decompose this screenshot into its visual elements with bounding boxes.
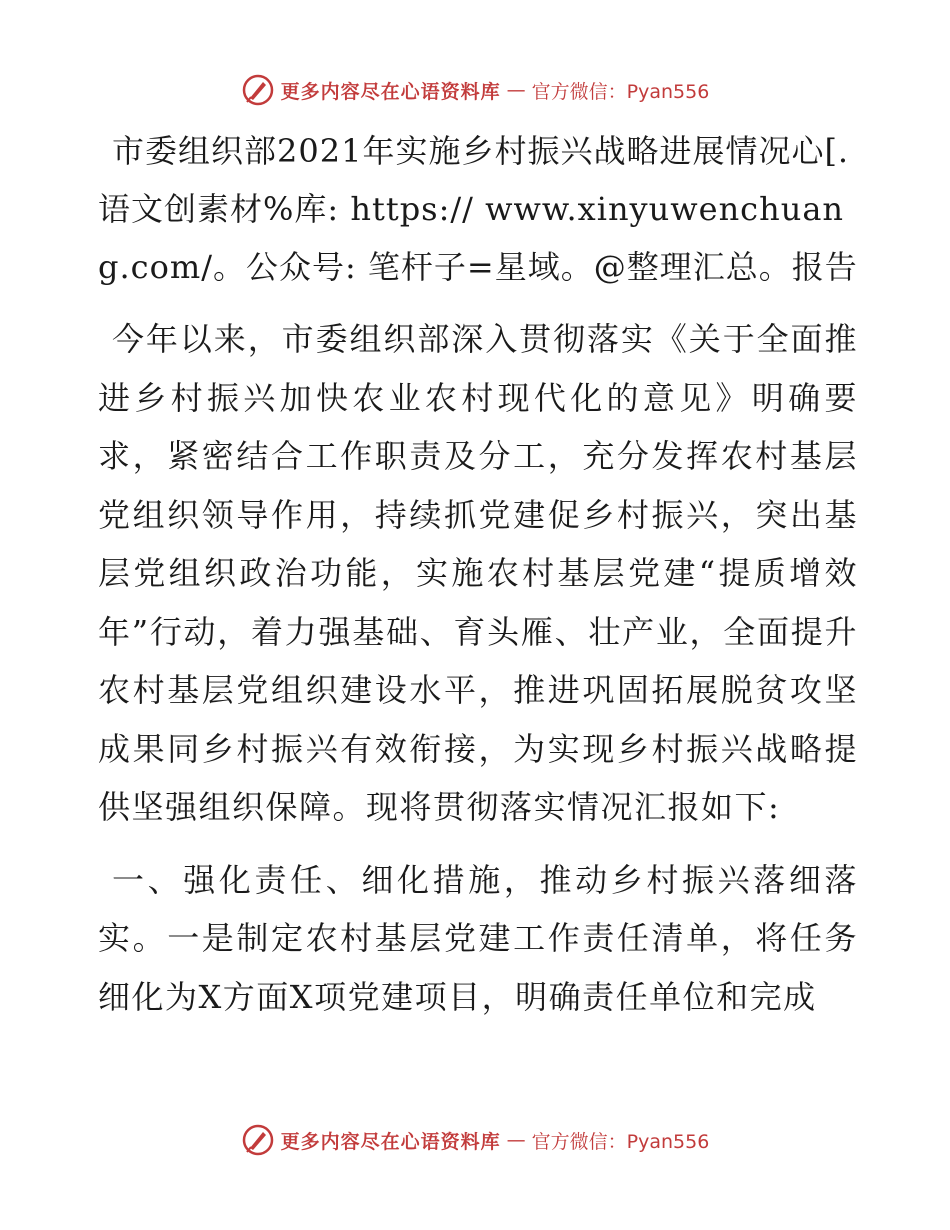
quill-logo-icon bbox=[241, 1123, 275, 1157]
quill-logo-icon bbox=[241, 73, 275, 107]
banner-wechat-text: 官方微信：Pyan556 bbox=[531, 1130, 710, 1153]
banner-wechat-text: 官方微信：Pyan556 bbox=[531, 80, 710, 103]
footer-banner bbox=[0, 1120, 950, 1160]
paragraph-section-one: 一、强化责任、细化措施，推动乡村振兴落细落实。一是制定农村基层党建工作责任清单，将任务细化为X方面X项党建项目，明确责任单位和完成 bbox=[98, 860, 858, 1016]
paragraph-intro: 今年以来，市委组织部深入贯彻落实《关于全面推进乡村振兴加快农业农村现代化的意见》明确要求，紧密结合工作职责及分工，充分发挥农村基层党组织领导作用，持续抓党建促乡村振兴，突出基层党组织政治功能，实施农村基层党建“提质增效年”行动，着力强基础、育头雁、壮产业，全面提升农村基层党组织建设水平，推进巩固拓展脱贫攻坚成果同乡村振兴有效衔接，为实现乡村振兴战略提供坚强组织保障。现将贯彻落实情况汇报如下: bbox=[98, 320, 858, 826]
header-banner bbox=[0, 70, 950, 110]
document-title: 市委组织部2021年实施乡村振兴战略进展情况心[.语文创素材%库: https:// www.xinyuwenchuang.com/。公众号: 笔杆子=星域。@整理汇总。报告 bbox=[98, 132, 858, 286]
banner-main-text: 更多内容尽在心语资料库 bbox=[280, 80, 501, 103]
banner-separator: — bbox=[506, 1129, 526, 1151]
banner-separator: — bbox=[506, 79, 526, 101]
banner-main-text: 更多内容尽在心语资料库 bbox=[280, 1130, 501, 1153]
document-body bbox=[98, 122, 858, 1026]
